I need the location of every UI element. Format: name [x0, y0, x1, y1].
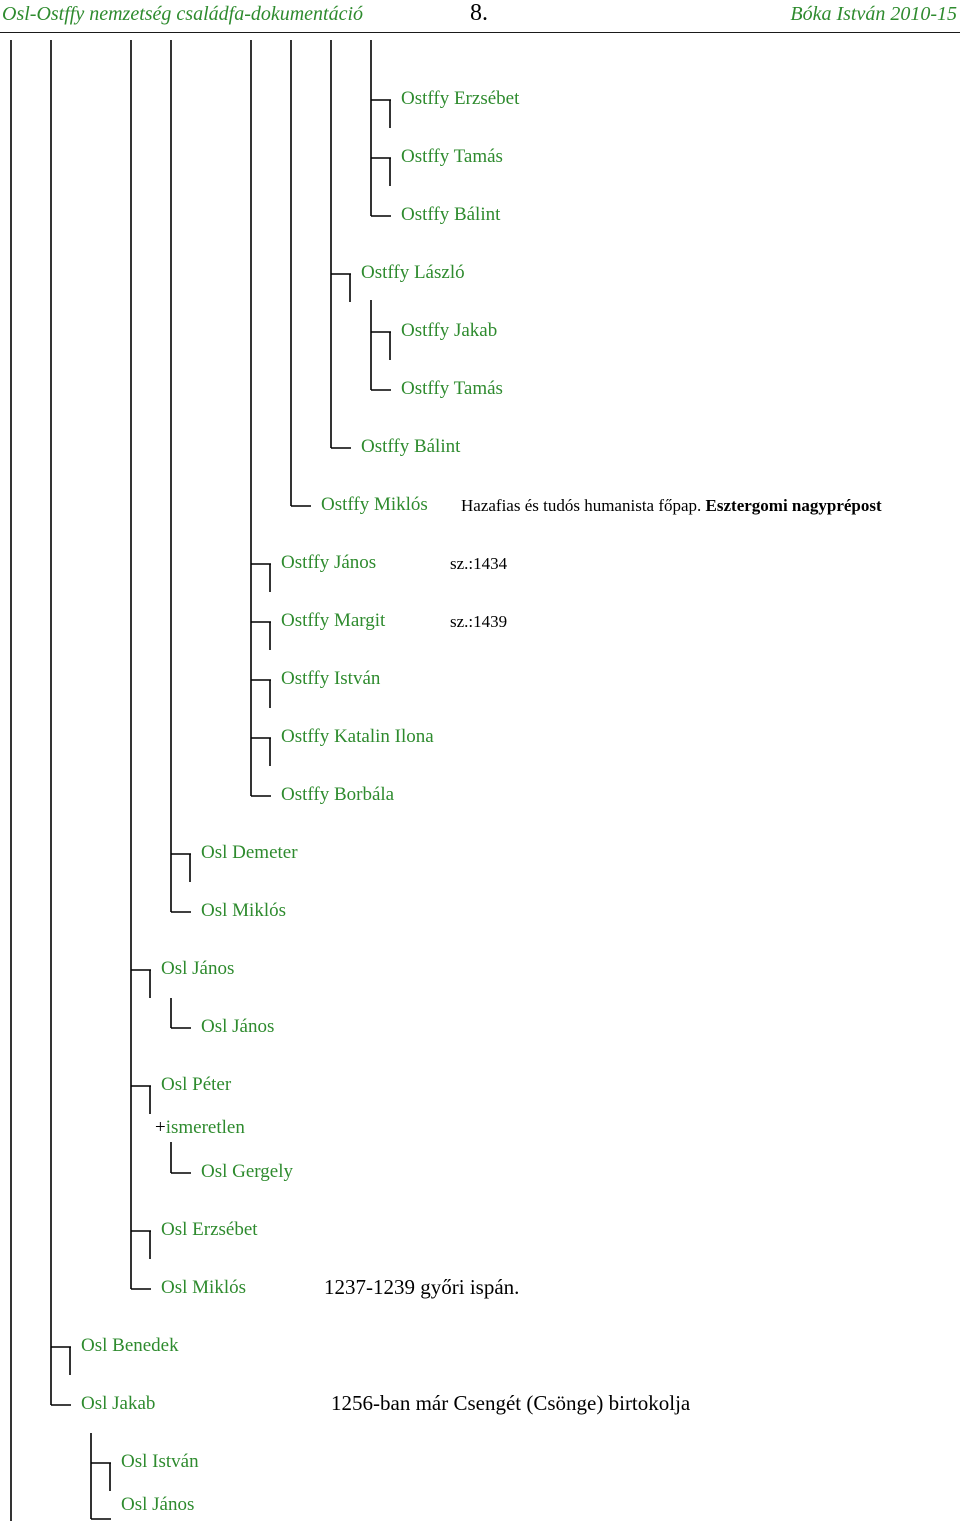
- person-name: Ostffy Borbála: [281, 784, 395, 805]
- person-name: Ostffy Margit: [281, 610, 386, 631]
- estate-note: 1256-ban már Csengét (Csönge) birtokolja: [331, 1391, 691, 1415]
- spouse-plus: +: [155, 1117, 166, 1138]
- person-name: Osl János: [121, 1494, 195, 1515]
- person-name: Ostffy Tamás: [401, 378, 503, 399]
- person-name: Ostffy Bálint: [401, 204, 501, 225]
- person-name: Ostffy János: [281, 552, 377, 573]
- person-name: Ostffy Erzsébet: [401, 88, 520, 109]
- person-name: Ostffy Bálint: [361, 436, 461, 457]
- person-name: Ostffy László: [361, 262, 465, 283]
- person-name: Osl Miklós: [201, 900, 286, 921]
- person-name: Ostffy Miklós: [321, 494, 428, 515]
- person-name: Osl Benedek: [81, 1335, 179, 1356]
- note-bold: Esztergomi nagyprépost: [705, 496, 882, 515]
- person-name: Ostffy Jakab: [401, 320, 498, 341]
- person-name: Osl János: [201, 1016, 275, 1037]
- person-name: Ostffy István: [281, 668, 381, 689]
- person-name: Osl Demeter: [201, 842, 298, 863]
- spouse-name: ismeretlen: [165, 1117, 245, 1138]
- person-name: Osl Jakab: [81, 1393, 156, 1414]
- person-name: Ostffy Katalin Ilona: [281, 726, 434, 747]
- note-plain: Hazafias és tudós humanista főpap.: [461, 496, 702, 515]
- person-name: Osl István: [121, 1451, 199, 1472]
- person-name: Osl Gergely: [201, 1161, 293, 1182]
- person-name: Osl Péter: [161, 1074, 232, 1095]
- birth-note: sz.:1434: [450, 554, 508, 573]
- ispan-note: 1237-1239 győri ispán.: [324, 1275, 520, 1299]
- person-name: Osl Erzsébet: [161, 1219, 258, 1240]
- person-name: Osl János: [161, 958, 235, 979]
- spouse-line: [155, 1118, 245, 1137]
- person-note: [461, 497, 882, 514]
- header-title: Osl-Ostffy nemzetség családfa-dokumentáció: [2, 3, 364, 25]
- person-name: Osl Miklós: [161, 1277, 246, 1298]
- birth-note: sz.:1439: [450, 612, 508, 631]
- header-author: Bóka István 2010-15: [790, 3, 957, 25]
- page-number: 8.: [470, 0, 488, 26]
- person-name: Ostffy Tamás: [401, 146, 503, 167]
